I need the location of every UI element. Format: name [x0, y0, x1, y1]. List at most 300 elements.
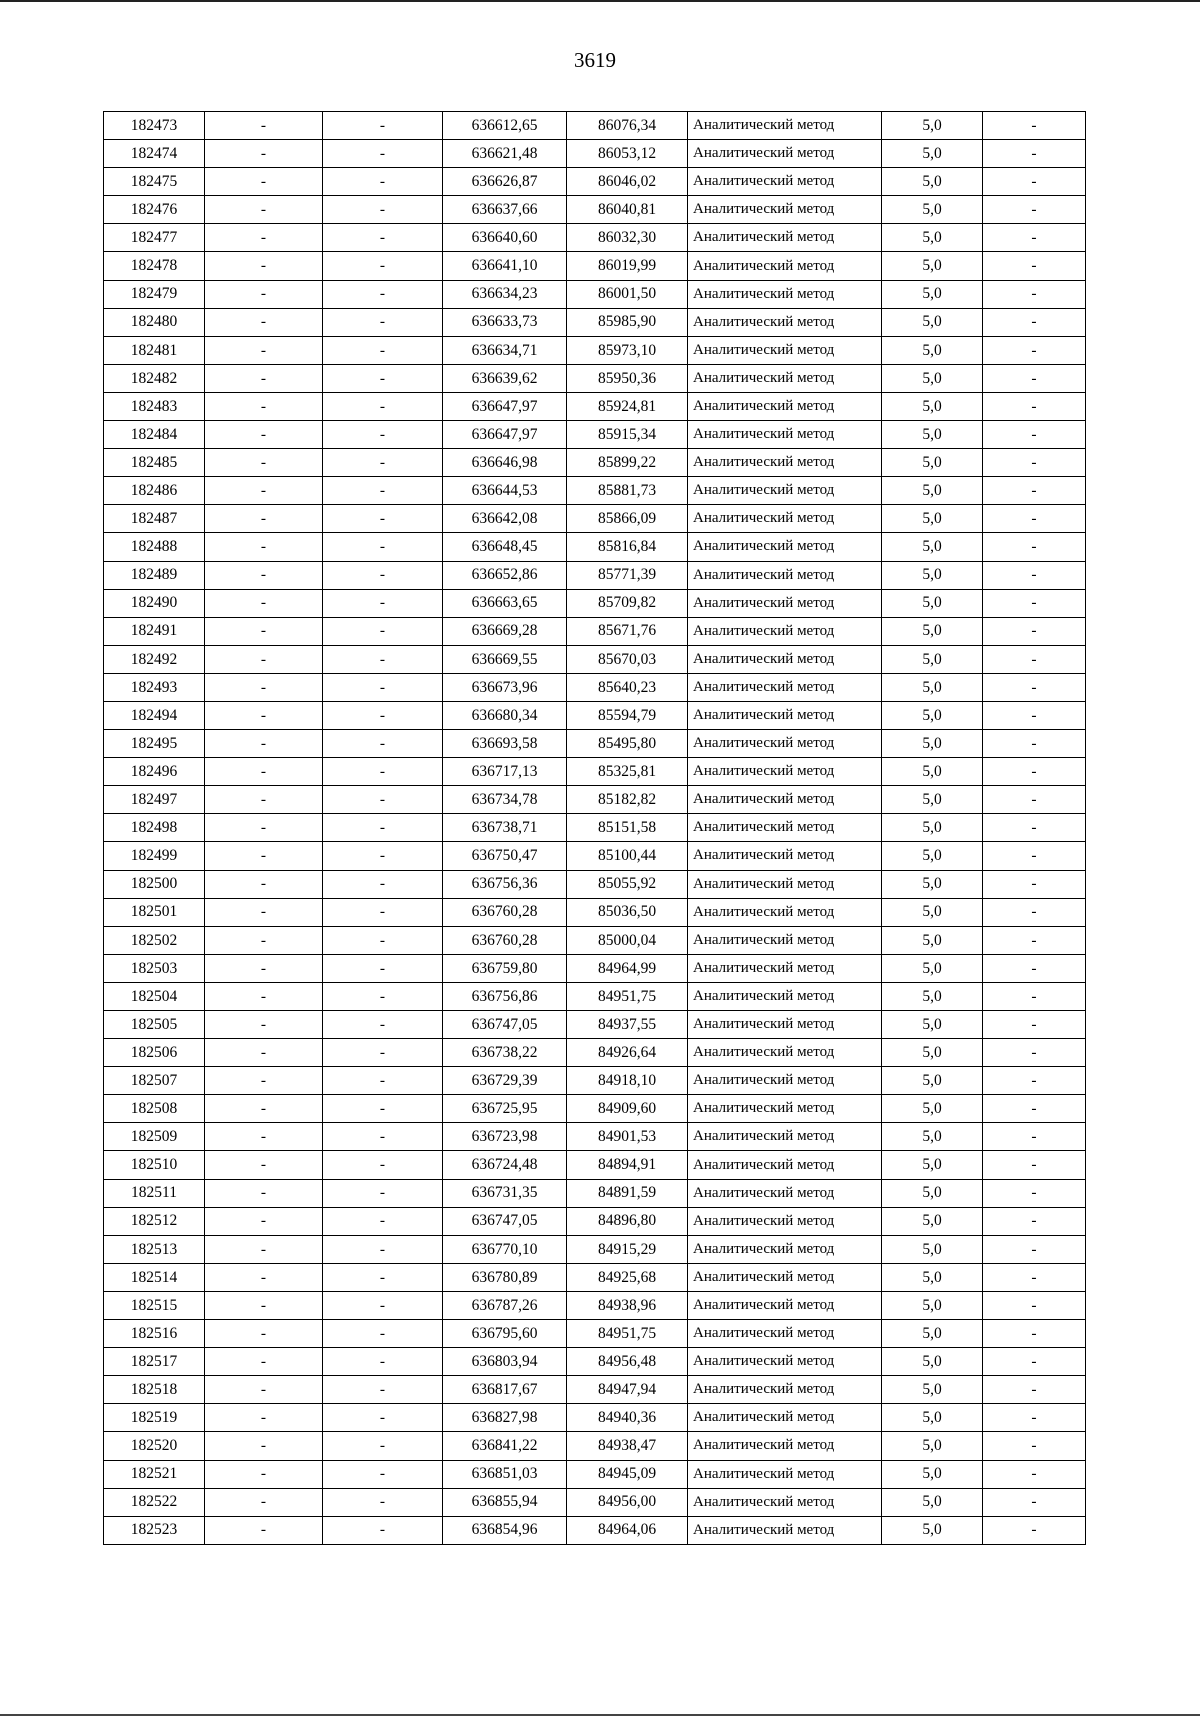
table-row [104, 533, 1086, 561]
accuracy-cell: 5,0 [882, 112, 983, 140]
accuracy-cell: 5,0 [882, 336, 983, 364]
x-coordinate-cell: 636693,58 [443, 730, 567, 758]
y-coordinate-cell: 86040,81 [567, 196, 688, 224]
y-coordinate-cell: 86019,99 [567, 252, 688, 280]
empty-column-3-cell: - [323, 1320, 443, 1348]
empty-column-2-cell: - [205, 673, 323, 701]
empty-column-8-cell: - [983, 1460, 1086, 1488]
accuracy-cell: 5,0 [882, 842, 983, 870]
y-coordinate-cell: 84901,53 [567, 1123, 688, 1151]
point-number-cell: 182504 [104, 982, 205, 1010]
table-row [104, 1179, 1086, 1207]
accuracy-cell: 5,0 [882, 1067, 983, 1095]
table-row [104, 392, 1086, 420]
x-coordinate-cell: 636641,10 [443, 252, 567, 280]
accuracy-cell: 5,0 [882, 786, 983, 814]
x-coordinate-cell: 636652,86 [443, 561, 567, 589]
y-coordinate-cell: 84951,75 [567, 1320, 688, 1348]
empty-column-3-cell: - [323, 954, 443, 982]
empty-column-8-cell: - [983, 280, 1086, 308]
empty-column-8-cell: - [983, 645, 1086, 673]
table-row [104, 926, 1086, 954]
coordinates-table-body [104, 112, 1086, 1545]
accuracy-cell: 5,0 [882, 196, 983, 224]
empty-column-3-cell: - [323, 870, 443, 898]
y-coordinate-cell: 85985,90 [567, 308, 688, 336]
empty-column-8-cell: - [983, 1123, 1086, 1151]
empty-column-8-cell: - [983, 168, 1086, 196]
accuracy-cell: 5,0 [882, 898, 983, 926]
empty-column-8-cell: - [983, 252, 1086, 280]
x-coordinate-cell: 636747,05 [443, 1207, 567, 1235]
point-number-cell: 182515 [104, 1291, 205, 1319]
point-number-cell: 182493 [104, 673, 205, 701]
accuracy-cell: 5,0 [882, 1263, 983, 1291]
empty-column-2-cell: - [205, 280, 323, 308]
method-cell: Аналитический метод [688, 758, 882, 786]
x-coordinate-cell: 636760,28 [443, 926, 567, 954]
x-coordinate-cell: 636634,71 [443, 336, 567, 364]
method-cell: Аналитический метод [688, 112, 882, 140]
empty-column-2-cell: - [205, 730, 323, 758]
x-coordinate-cell: 636626,87 [443, 168, 567, 196]
method-cell: Аналитический метод [688, 926, 882, 954]
method-cell: Аналитический метод [688, 814, 882, 842]
method-cell: Аналитический метод [688, 1291, 882, 1319]
y-coordinate-cell: 84940,36 [567, 1404, 688, 1432]
method-cell: Аналитический метод [688, 477, 882, 505]
table-row [104, 449, 1086, 477]
y-coordinate-cell: 84964,06 [567, 1516, 688, 1544]
accuracy-cell: 5,0 [882, 1123, 983, 1151]
x-coordinate-cell: 636855,94 [443, 1488, 567, 1516]
empty-column-8-cell: - [983, 140, 1086, 168]
table-row [104, 645, 1086, 673]
table-row [104, 730, 1086, 758]
point-number-cell: 182522 [104, 1488, 205, 1516]
empty-column-2-cell: - [205, 112, 323, 140]
method-cell: Аналитический метод [688, 336, 882, 364]
x-coordinate-cell: 636663,65 [443, 589, 567, 617]
method-cell: Аналитический метод [688, 1151, 882, 1179]
page-number: 3619 [574, 48, 616, 72]
y-coordinate-cell: 85495,80 [567, 730, 688, 758]
point-number-cell: 182519 [104, 1404, 205, 1432]
point-number-cell: 182489 [104, 561, 205, 589]
method-cell: Аналитический метод [688, 280, 882, 308]
empty-column-3-cell: - [323, 421, 443, 449]
point-number-cell: 182518 [104, 1376, 205, 1404]
table-row [104, 1067, 1086, 1095]
empty-column-2-cell: - [205, 421, 323, 449]
method-cell: Аналитический метод [688, 954, 882, 982]
x-coordinate-cell: 636647,97 [443, 392, 567, 420]
method-cell: Аналитический метод [688, 224, 882, 252]
empty-column-2-cell: - [205, 252, 323, 280]
empty-column-2-cell: - [205, 1516, 323, 1544]
point-number-cell: 182475 [104, 168, 205, 196]
x-coordinate-cell: 636642,08 [443, 505, 567, 533]
y-coordinate-cell: 85640,23 [567, 673, 688, 701]
empty-column-2-cell: - [205, 1179, 323, 1207]
empty-column-2-cell: - [205, 477, 323, 505]
empty-column-2-cell: - [205, 1151, 323, 1179]
method-cell: Аналитический метод [688, 842, 882, 870]
x-coordinate-cell: 636780,89 [443, 1263, 567, 1291]
empty-column-8-cell: - [983, 1263, 1086, 1291]
y-coordinate-cell: 85709,82 [567, 589, 688, 617]
accuracy-cell: 5,0 [882, 1348, 983, 1376]
empty-column-8-cell: - [983, 1235, 1086, 1263]
method-cell: Аналитический метод [688, 701, 882, 729]
empty-column-8-cell: - [983, 561, 1086, 589]
accuracy-cell: 5,0 [882, 870, 983, 898]
y-coordinate-cell: 85973,10 [567, 336, 688, 364]
table-row [104, 505, 1086, 533]
point-number-cell: 182487 [104, 505, 205, 533]
method-cell: Аналитический метод [688, 870, 882, 898]
empty-column-2-cell: - [205, 1011, 323, 1039]
method-cell: Аналитический метод [688, 449, 882, 477]
empty-column-2-cell: - [205, 1291, 323, 1319]
empty-column-2-cell: - [205, 701, 323, 729]
accuracy-cell: 5,0 [882, 1207, 983, 1235]
point-number-cell: 182497 [104, 786, 205, 814]
point-number-cell: 182511 [104, 1179, 205, 1207]
method-cell: Аналитический метод [688, 1011, 882, 1039]
empty-column-8-cell: - [983, 617, 1086, 645]
method-cell: Аналитический метод [688, 1039, 882, 1067]
accuracy-cell: 5,0 [882, 449, 983, 477]
point-number-cell: 182485 [104, 449, 205, 477]
method-cell: Аналитический метод [688, 786, 882, 814]
table-row [104, 196, 1086, 224]
point-number-cell: 182516 [104, 1320, 205, 1348]
accuracy-cell: 5,0 [882, 1179, 983, 1207]
table-row [104, 1404, 1086, 1432]
table-row [104, 224, 1086, 252]
x-coordinate-cell: 636738,22 [443, 1039, 567, 1067]
accuracy-cell: 5,0 [882, 140, 983, 168]
accuracy-cell: 5,0 [882, 673, 983, 701]
method-cell: Аналитический метод [688, 533, 882, 561]
table-row [104, 1011, 1086, 1039]
point-number-cell: 182508 [104, 1095, 205, 1123]
accuracy-cell: 5,0 [882, 730, 983, 758]
empty-column-8-cell: - [983, 898, 1086, 926]
y-coordinate-cell: 85036,50 [567, 898, 688, 926]
accuracy-cell: 5,0 [882, 224, 983, 252]
empty-column-2-cell: - [205, 786, 323, 814]
y-coordinate-cell: 85771,39 [567, 561, 688, 589]
table-row [104, 421, 1086, 449]
accuracy-cell: 5,0 [882, 645, 983, 673]
table-row [104, 252, 1086, 280]
empty-column-3-cell: - [323, 673, 443, 701]
x-coordinate-cell: 636725,95 [443, 1095, 567, 1123]
table-row [104, 140, 1086, 168]
empty-column-2-cell: - [205, 140, 323, 168]
table-row [104, 1095, 1086, 1123]
empty-column-2-cell: - [205, 1460, 323, 1488]
empty-column-8-cell: - [983, 505, 1086, 533]
accuracy-cell: 5,0 [882, 252, 983, 280]
point-number-cell: 182499 [104, 842, 205, 870]
table-row [104, 1263, 1086, 1291]
point-number-cell: 182473 [104, 112, 205, 140]
empty-column-8-cell: - [983, 870, 1086, 898]
empty-column-3-cell: - [323, 1011, 443, 1039]
x-coordinate-cell: 636647,97 [443, 421, 567, 449]
empty-column-8-cell: - [983, 758, 1086, 786]
empty-column-2-cell: - [205, 589, 323, 617]
accuracy-cell: 5,0 [882, 814, 983, 842]
accuracy-cell: 5,0 [882, 364, 983, 392]
empty-column-3-cell: - [323, 1488, 443, 1516]
method-cell: Аналитический метод [688, 673, 882, 701]
point-number-cell: 182495 [104, 730, 205, 758]
point-number-cell: 182496 [104, 758, 205, 786]
point-number-cell: 182482 [104, 364, 205, 392]
empty-column-8-cell: - [983, 112, 1086, 140]
method-cell: Аналитический метод [688, 1123, 882, 1151]
method-cell: Аналитический метод [688, 168, 882, 196]
method-cell: Аналитический метод [688, 1263, 882, 1291]
empty-column-8-cell: - [983, 1151, 1086, 1179]
table-row [104, 364, 1086, 392]
empty-column-8-cell: - [983, 1067, 1086, 1095]
y-coordinate-cell: 84956,00 [567, 1488, 688, 1516]
table-row [104, 1207, 1086, 1235]
empty-column-8-cell: - [983, 1404, 1086, 1432]
empty-column-2-cell: - [205, 1235, 323, 1263]
empty-column-8-cell: - [983, 1095, 1086, 1123]
scan-top-edge [0, 0, 1200, 2]
point-number-cell: 182492 [104, 645, 205, 673]
empty-column-8-cell: - [983, 1348, 1086, 1376]
accuracy-cell: 5,0 [882, 589, 983, 617]
point-number-cell: 182498 [104, 814, 205, 842]
empty-column-2-cell: - [205, 449, 323, 477]
x-coordinate-cell: 636729,39 [443, 1067, 567, 1095]
coordinates-table [103, 111, 1086, 1545]
table-row [104, 1432, 1086, 1460]
x-coordinate-cell: 636803,94 [443, 1348, 567, 1376]
accuracy-cell: 5,0 [882, 561, 983, 589]
method-cell: Аналитический метод [688, 561, 882, 589]
accuracy-cell: 5,0 [882, 701, 983, 729]
accuracy-cell: 5,0 [882, 1404, 983, 1432]
point-number-cell: 182500 [104, 870, 205, 898]
y-coordinate-cell: 85881,73 [567, 477, 688, 505]
empty-column-2-cell: - [205, 1095, 323, 1123]
point-number-cell: 182523 [104, 1516, 205, 1544]
point-number-cell: 182521 [104, 1460, 205, 1488]
empty-column-8-cell: - [983, 954, 1086, 982]
empty-column-2-cell: - [205, 1263, 323, 1291]
empty-column-2-cell: - [205, 1488, 323, 1516]
x-coordinate-cell: 636644,53 [443, 477, 567, 505]
y-coordinate-cell: 86001,50 [567, 280, 688, 308]
accuracy-cell: 5,0 [882, 505, 983, 533]
table-row [104, 786, 1086, 814]
empty-column-3-cell: - [323, 1095, 443, 1123]
empty-column-3-cell: - [323, 786, 443, 814]
empty-column-8-cell: - [983, 533, 1086, 561]
table-row [104, 954, 1086, 982]
empty-column-8-cell: - [983, 1207, 1086, 1235]
x-coordinate-cell: 636680,34 [443, 701, 567, 729]
table-row [104, 1460, 1086, 1488]
x-coordinate-cell: 636756,86 [443, 982, 567, 1010]
y-coordinate-cell: 84956,48 [567, 1348, 688, 1376]
x-coordinate-cell: 636795,60 [443, 1320, 567, 1348]
empty-column-3-cell: - [323, 392, 443, 420]
empty-column-3-cell: - [323, 701, 443, 729]
y-coordinate-cell: 85950,36 [567, 364, 688, 392]
empty-column-3-cell: - [323, 1348, 443, 1376]
table-row [104, 1320, 1086, 1348]
point-number-cell: 182479 [104, 280, 205, 308]
x-coordinate-cell: 636851,03 [443, 1460, 567, 1488]
y-coordinate-cell: 84945,09 [567, 1460, 688, 1488]
empty-column-2-cell: - [205, 533, 323, 561]
point-number-cell: 182502 [104, 926, 205, 954]
empty-column-8-cell: - [983, 1011, 1086, 1039]
empty-column-3-cell: - [323, 1516, 443, 1544]
empty-column-8-cell: - [983, 421, 1086, 449]
table-row [104, 1488, 1086, 1516]
point-number-cell: 182476 [104, 196, 205, 224]
empty-column-8-cell: - [983, 1291, 1086, 1319]
table-row [104, 842, 1086, 870]
point-number-cell: 182506 [104, 1039, 205, 1067]
accuracy-cell: 5,0 [882, 1320, 983, 1348]
point-number-cell: 182486 [104, 477, 205, 505]
point-number-cell: 182509 [104, 1123, 205, 1151]
accuracy-cell: 5,0 [882, 1039, 983, 1067]
empty-column-8-cell: - [983, 1488, 1086, 1516]
method-cell: Аналитический метод [688, 1432, 882, 1460]
accuracy-cell: 5,0 [882, 954, 983, 982]
point-number-cell: 182514 [104, 1263, 205, 1291]
empty-column-8-cell: - [983, 1179, 1086, 1207]
empty-column-3-cell: - [323, 1404, 443, 1432]
table-row [104, 336, 1086, 364]
y-coordinate-cell: 84891,59 [567, 1179, 688, 1207]
y-coordinate-cell: 84951,75 [567, 982, 688, 1010]
method-cell: Аналитический метод [688, 196, 882, 224]
empty-column-3-cell: - [323, 140, 443, 168]
empty-column-3-cell: - [323, 1263, 443, 1291]
method-cell: Аналитический метод [688, 645, 882, 673]
table-row [104, 1291, 1086, 1319]
accuracy-cell: 5,0 [882, 982, 983, 1010]
x-coordinate-cell: 636750,47 [443, 842, 567, 870]
empty-column-3-cell: - [323, 168, 443, 196]
table-row [104, 870, 1086, 898]
accuracy-cell: 5,0 [882, 168, 983, 196]
table-row [104, 1348, 1086, 1376]
empty-column-2-cell: - [205, 814, 323, 842]
empty-column-8-cell: - [983, 477, 1086, 505]
empty-column-3-cell: - [323, 533, 443, 561]
table-row [104, 1123, 1086, 1151]
method-cell: Аналитический метод [688, 1320, 882, 1348]
empty-column-2-cell: - [205, 1348, 323, 1376]
y-coordinate-cell: 84947,94 [567, 1376, 688, 1404]
table-row [104, 673, 1086, 701]
empty-column-3-cell: - [323, 1207, 443, 1235]
empty-column-3-cell: - [323, 561, 443, 589]
x-coordinate-cell: 636817,67 [443, 1376, 567, 1404]
y-coordinate-cell: 86032,30 [567, 224, 688, 252]
point-number-cell: 182481 [104, 336, 205, 364]
point-number-cell: 182480 [104, 308, 205, 336]
empty-column-2-cell: - [205, 1123, 323, 1151]
empty-column-8-cell: - [983, 842, 1086, 870]
table-row [104, 589, 1086, 617]
x-coordinate-cell: 636760,28 [443, 898, 567, 926]
x-coordinate-cell: 636841,22 [443, 1432, 567, 1460]
method-cell: Аналитический метод [688, 1376, 882, 1404]
y-coordinate-cell: 85055,92 [567, 870, 688, 898]
x-coordinate-cell: 636756,36 [443, 870, 567, 898]
point-number-cell: 182491 [104, 617, 205, 645]
point-number-cell: 182517 [104, 1348, 205, 1376]
y-coordinate-cell: 85100,44 [567, 842, 688, 870]
empty-column-3-cell: - [323, 617, 443, 645]
y-coordinate-cell: 84894,91 [567, 1151, 688, 1179]
y-coordinate-cell: 85816,84 [567, 533, 688, 561]
empty-column-3-cell: - [323, 1123, 443, 1151]
empty-column-3-cell: - [323, 926, 443, 954]
empty-column-3-cell: - [323, 814, 443, 842]
empty-column-8-cell: - [983, 1432, 1086, 1460]
empty-column-3-cell: - [323, 449, 443, 477]
empty-column-2-cell: - [205, 758, 323, 786]
x-coordinate-cell: 636731,35 [443, 1179, 567, 1207]
x-coordinate-cell: 636639,62 [443, 364, 567, 392]
empty-column-2-cell: - [205, 926, 323, 954]
empty-column-8-cell: - [983, 392, 1086, 420]
x-coordinate-cell: 636646,98 [443, 449, 567, 477]
point-number-cell: 182488 [104, 533, 205, 561]
empty-column-3-cell: - [323, 758, 443, 786]
empty-column-2-cell: - [205, 308, 323, 336]
method-cell: Аналитический метод [688, 1348, 882, 1376]
table-row [104, 1039, 1086, 1067]
point-number-cell: 182474 [104, 140, 205, 168]
table-row [104, 898, 1086, 926]
y-coordinate-cell: 84915,29 [567, 1235, 688, 1263]
method-cell: Аналитический метод [688, 421, 882, 449]
point-number-cell: 182494 [104, 701, 205, 729]
y-coordinate-cell: 85325,81 [567, 758, 688, 786]
accuracy-cell: 5,0 [882, 421, 983, 449]
x-coordinate-cell: 636669,28 [443, 617, 567, 645]
accuracy-cell: 5,0 [882, 308, 983, 336]
table-row [104, 168, 1086, 196]
y-coordinate-cell: 84938,47 [567, 1432, 688, 1460]
accuracy-cell: 5,0 [882, 1235, 983, 1263]
accuracy-cell: 5,0 [882, 1460, 983, 1488]
empty-column-3-cell: - [323, 280, 443, 308]
y-coordinate-cell: 84937,55 [567, 1011, 688, 1039]
empty-column-3-cell: - [323, 224, 443, 252]
method-cell: Аналитический метод [688, 1460, 882, 1488]
table-row [104, 1376, 1086, 1404]
